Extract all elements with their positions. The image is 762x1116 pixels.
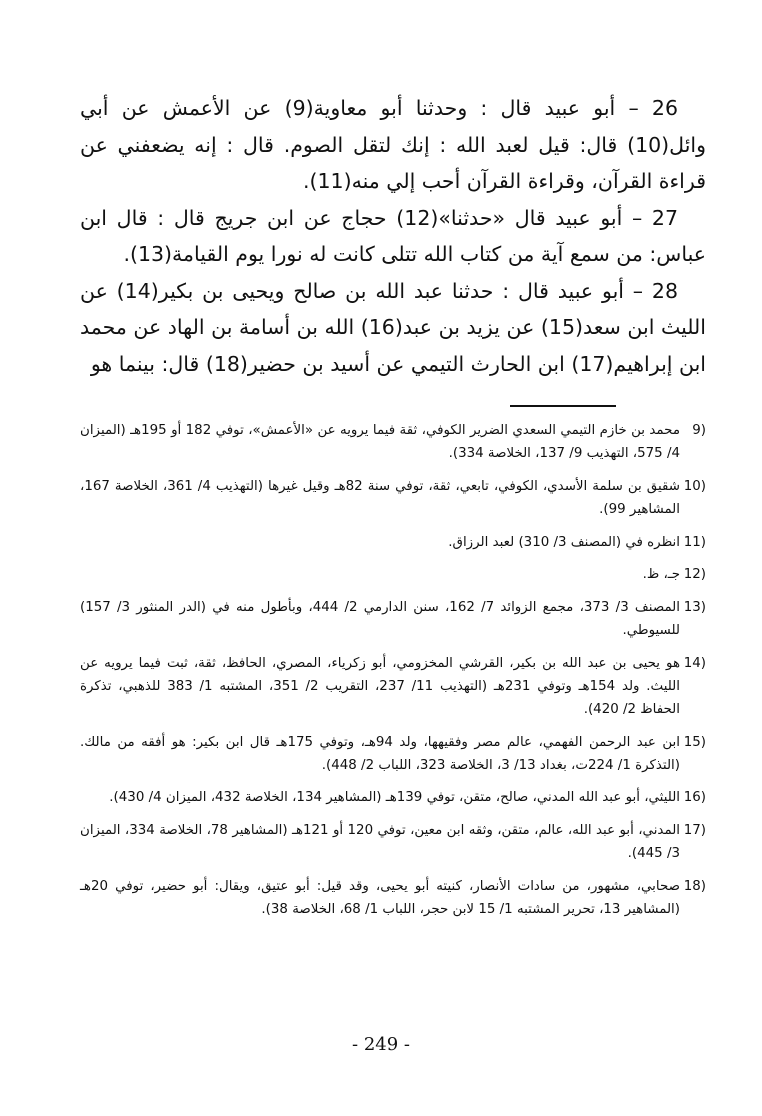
- footnote-16: [80, 786, 706, 809]
- footnote-text: انظره في (المصنف 3/ 310) لعبد الرزاق.: [448, 534, 680, 550]
- page-number: - 249 -: [352, 1034, 410, 1055]
- footnote-14: [80, 652, 706, 722]
- footnote-13: [80, 596, 706, 642]
- footnote-text: هو يحيى بن عبد الله بن بكير، القرشي المخزومي، أبو زكرياء، المصري، الحافظ، ثقة، ثبت فيما يرويه عن الليث. ولد 154هـ وتوفي 231هـ (التهذيب 11/ 237، التقريب 2/ 351، المشتبه 1/ 383 للذهبي، تذكرة الحفاظ 2/ 420).: [80, 655, 680, 717]
- footnote-18: [80, 875, 706, 921]
- footnote-text: ابن عبد الرحمن الفهمي، عالم مصر وفقيهها، ولد 94هـ، وتوفي 175هـ قال ابن بكير: هو أفقه من مالك. (التذكرة 1/ 224ت، بغداد 13/ 3، الخلاصة 323، اللباب 2/ 448).: [80, 734, 680, 773]
- footnote-number: (17: [683, 822, 706, 838]
- footnote-text: المصنف 3/ 373، مجمع الزوائد 7/ 162، سنن الدارمي 2/ 444، وبأطول منه في (الدر المنثور 3/ 157) للسيوطي.: [80, 599, 680, 638]
- footnote-number: (16: [683, 790, 706, 806]
- footnote-9: [80, 419, 706, 465]
- footnote-text: شقيق بن سلمة الأسدي، الكوفي، تابعي، ثقة، توفي سنة 82هـ وقيل غيرها (التهذيب 4/ 361، الخلاصة 167، المشاهير 99).: [80, 478, 680, 517]
- footnote-15: [80, 731, 706, 777]
- footnotes: [80, 419, 706, 931]
- footnote-text: الليثي، أبو عبد الله المدني، صالح، متقن، توفي 139هـ (المشاهير 134، الخلاصة 432، الميزان 4/ 430).: [109, 790, 680, 806]
- paragraph-26: 26 – أبو عبيد قال : وحدثنا أبو معاوية(9) عن الأعمش عن أبي وائل(10) قال: قيل لعبد الله : إنك لتقل الصوم. قال : إنه يضعفني عن قراءة القرآن، وقراءة القرآن أحب إلي منه(11).: [80, 96, 706, 193]
- footnote-text: محمد بن خازم التيمي السعدي الضرير الكوفي، ثقة فيما يرويه عن «الأعمش»، توفي 182 أو 195هـ (الميزان 4/ 575، التهذيب 9/ 137، الخلاصة 334).: [80, 423, 680, 462]
- main-text: [80, 90, 706, 382]
- footnote-number: (10: [683, 478, 706, 494]
- footnote-number: (14: [683, 655, 706, 671]
- footnote-10: [80, 475, 706, 521]
- footnote-text: جـ، ظ.: [642, 567, 680, 583]
- footnote-text: صحابي، مشهور، من سادات الأنصار، كنيته أبو يحيى، وقد قيل: أبو عتيق، ويقال: أبو حضير، توفي 20هـ (المشاهير 13، تحرير المشتبه 1/ 15 لابن حجر، اللباب 1/ 68، الخلاصة 38).: [80, 878, 680, 917]
- footnote-separator: [510, 405, 616, 407]
- footnote-text: المدني، أبو عبد الله، عالم، متقن، وثقه ابن معين، توفي 120 أو 121هـ (المشاهير 78، الخلاصة 334، الميزان 3/ 445).: [80, 822, 680, 862]
- footnote-number: (11: [683, 534, 706, 550]
- paragraph-28: 28 – أبو عبيد قال : حدثنا عبد الله بن صالح ويحيى بن بكير(14) عن الليث ابن سعد(15) عن يزيد بن عبد(16) الله بن أسامة بن الهاد عن محمد ابن إبراهيم(17) ابن الحارث التيمي عن أسيد بن حضير(18) قال: بينما هو: [80, 278, 706, 376]
- footnote-11: [80, 531, 706, 554]
- footnote-17: [80, 819, 706, 865]
- footnote-number: (9: [692, 423, 706, 438]
- footnote-number: (13: [683, 599, 706, 615]
- footnote-number: (18: [683, 878, 706, 894]
- footnote-number: (15: [683, 734, 706, 750]
- footnote-12: [80, 563, 706, 586]
- footnote-number: (12: [683, 567, 706, 583]
- paragraph-27: 27 – أبو عبيد قال «حدثنا»(12) حجاج عن ابن جريج قال : قال ابن عباس: من سمع آية من كتاب الله تتلى كانت له نورا يوم القيامة(13).: [80, 205, 706, 266]
